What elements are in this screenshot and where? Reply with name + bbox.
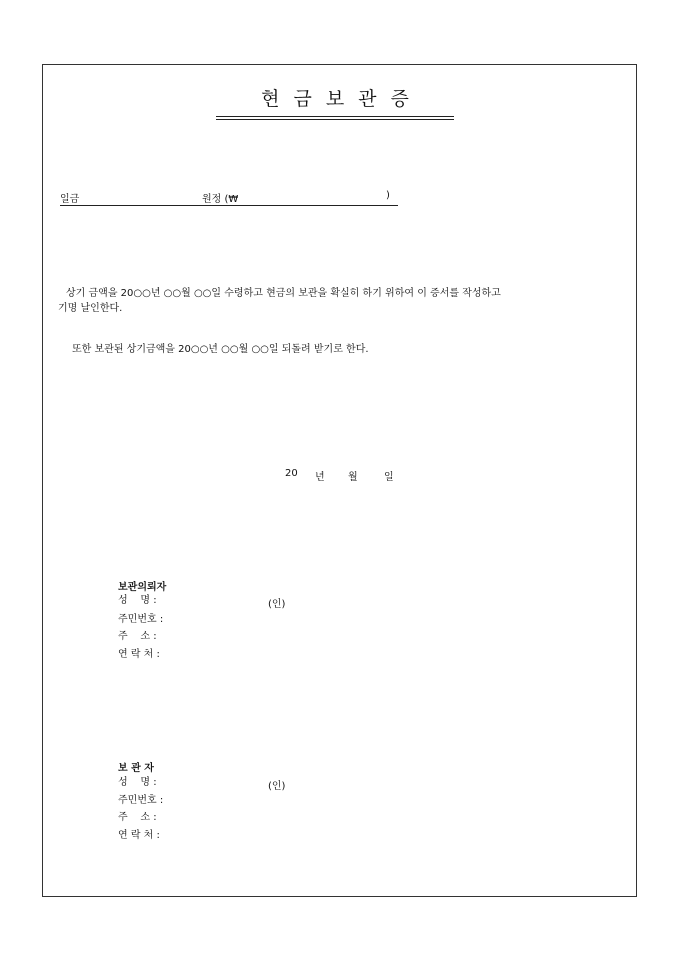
depositor-id-label: 주민번호 : (118, 614, 164, 625)
document-title: 현금보관증 (261, 88, 423, 110)
custodian-id-row (118, 794, 180, 808)
depositor-name-row (118, 594, 180, 608)
depositor-contact-row (118, 648, 180, 662)
depositor-address-label: 주 소 : (118, 631, 157, 642)
title-underline-bottom (216, 119, 454, 120)
custodian-address-row (118, 811, 180, 825)
amount-underline (60, 205, 398, 206)
date-year: 20 (285, 468, 298, 479)
date-month-unit: 월 (348, 472, 358, 483)
amount-unit: 원정 (₩ (202, 194, 239, 205)
custodian-address-label: 주 소 : (118, 812, 157, 823)
depositor-contact-label: 연 락 처 : (118, 649, 160, 660)
depositor-name-label: 성 명 : (118, 595, 157, 606)
depositor-seal: (인) (268, 599, 286, 610)
custodian-contact-row (118, 829, 180, 843)
date-day-unit: 일 (384, 472, 394, 483)
paragraph-receipt-line1: 상기 금액을 20○○년 ○○월 ○○일 수령하고 현금의 보관을 확실히 하기 위하여 이 증서를 작성하고 (66, 288, 501, 299)
title-underline-top (216, 116, 454, 117)
custodian-name-label: 성 명 : (118, 777, 157, 788)
amount-line (60, 187, 398, 207)
custodian-id-label: 주민번호 : (118, 795, 164, 806)
paragraph-return: 또한 보관된 상기금액을 20○○년 ○○월 ○○일 되돌려 받기로 한다. (72, 344, 369, 355)
custodian-name-row (118, 776, 180, 790)
date-year-unit: 년 (315, 472, 325, 483)
custodian-heading: 보 관 자 (118, 763, 154, 774)
amount-label: 일금 (60, 194, 80, 205)
depositor-address-row (118, 630, 180, 644)
paragraph-receipt (58, 286, 624, 316)
paragraph-receipt-line2: 기명 날인한다. (58, 303, 123, 314)
depositor-heading: 보관의뢰자 (118, 582, 167, 593)
amount-close: ) (386, 190, 390, 201)
custodian-contact-label: 연 락 처 : (118, 830, 160, 841)
depositor-id-row (118, 613, 180, 627)
custodian-seal: (인) (268, 781, 286, 792)
